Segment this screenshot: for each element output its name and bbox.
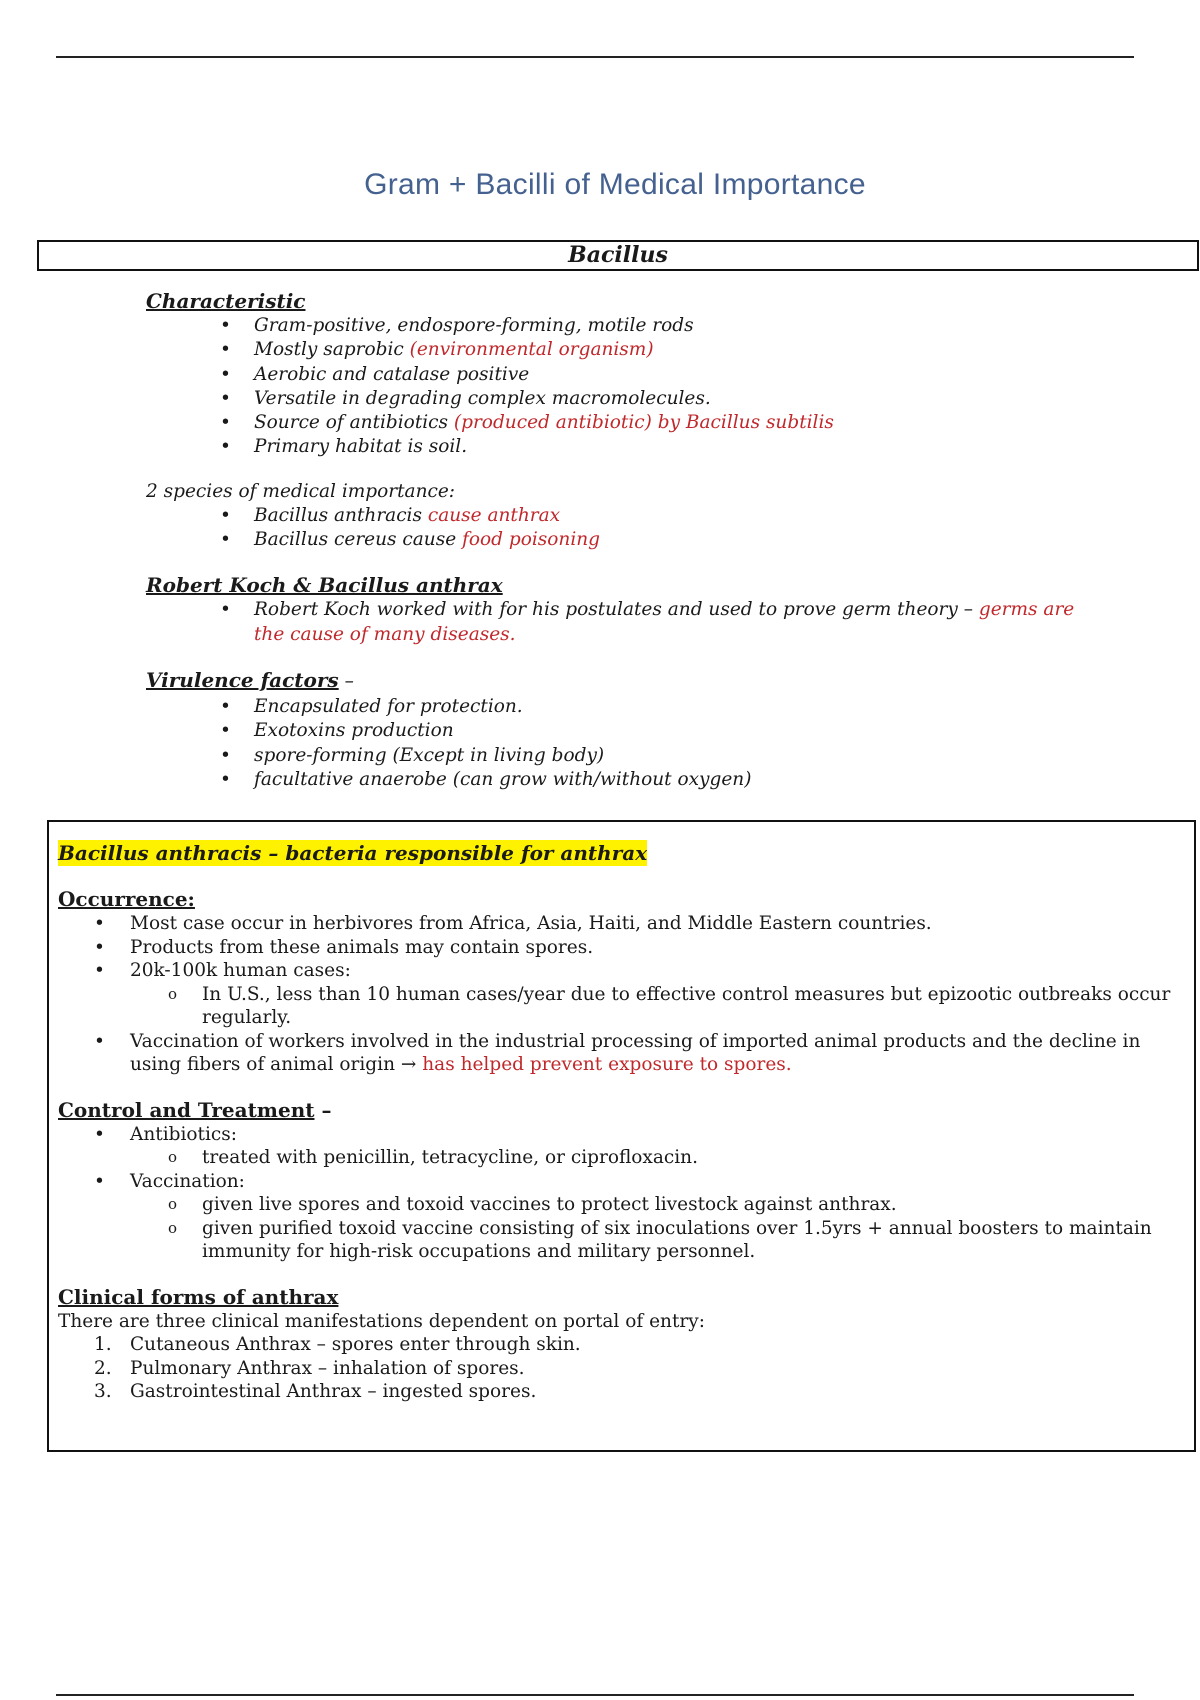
list-item: • Most case occur in herbivores from Africa, Asia, Haiti, and Middle Eastern countries. xyxy=(130,912,1188,936)
list-item: • Aerobic and catalase positive xyxy=(254,363,1096,387)
clinical-heading: Clinical forms of anthrax xyxy=(58,1284,339,1309)
clinical-list xyxy=(58,1333,1188,1404)
species-intro: 2 species of medical importance: xyxy=(146,480,456,502)
list-item: • Vaccination: o given live spores and toxoid vaccines to protect livestock against anthrax. o given purified toxoid vaccine consisting of six inoculations over 1.5yrs + annual boosters to maintain immunity for high-risk occupations and military personnel. xyxy=(130,1170,1188,1264)
anthracis-highlight-heading: Bacillus anthracis – bacteria responsible for anthrax xyxy=(58,841,648,865)
virulence-heading: Virulence factors xyxy=(146,667,339,692)
sub-list-item: o given live spores and toxoid vaccines to protect livestock against anthrax. xyxy=(202,1193,1188,1217)
characteristic-heading: Characteristic xyxy=(146,289,306,313)
list-item: • Bacillus cereus cause food poisoning xyxy=(254,528,1096,552)
list-item: 1. Cutaneous Anthrax – spores enter through skin. xyxy=(94,1334,581,1355)
list-item: • Source of antibiotics (produced antibiotic) by Bacillus subtilis xyxy=(254,411,1096,435)
page-title: Gram + Bacilli of Medical Importance xyxy=(364,168,866,201)
characteristic-list xyxy=(146,314,1096,460)
list-item: 2. Pulmonary Anthrax – inhalation of spores. xyxy=(94,1357,525,1379)
anthracis-box: Bacillus anthracis – bacteria responsible for anthrax Occurrence: • Most case occur in herbivores from Africa, Asia, Haiti, and Middle Eastern countries. • Products from these animals may contain spores. • 20k-100k human cases: o In U.S., less than 10 human cases/year due to effective control measures but epizootic outbreaks occur regularly. • Vaccination of workers involved in the industrial processing of imported animal products and the decline in using fibers of animal origin → has helped prevent exposure to spores. Control and Treatment – • Antibiotics: o treated with penicillin, tetracycline, or ciprofloxacin. • Vaccination: o given live spores and toxoid vaccines to protect livestock against anthrax. o given purified toxoid vaccine consisting of six inoculations over 1.5yrs + annual boosters to maintain immunity for high-risk occupations and military personnel. Clinical forms of anthrax There are three clinical manifestations dependent on portal of entry: 1. Cutaneous Anthrax – spores enter through skin. 2. Pulmonary Anthrax – inhalation of spores. 3. Gastrointestinal Anthrax – ingested spores. xyxy=(47,820,1196,1452)
list-item: • spore-forming (Except in living body) xyxy=(254,744,1096,768)
list-item: • Versatile in degrading complex macromolecules. xyxy=(254,387,1096,411)
koch-heading: Robert Koch & Bacillus anthrax xyxy=(146,573,503,598)
bottom-rule xyxy=(56,1694,1134,1696)
top-rule xyxy=(56,56,1134,58)
list-item: • Mostly saprobic (environmental organism) xyxy=(254,338,1096,362)
list-item: • Robert Koch worked with for his postulates and used to prove germ theory – germs are the cause of many diseases. xyxy=(254,598,1096,647)
list-item: • Vaccination of workers involved in the industrial processing of imported animal products and the decline in using fibers of animal origin → has helped prevent exposure to spores. xyxy=(130,1030,1188,1077)
list-item: • 20k-100k human cases: o In U.S., less than 10 human cases/year due to effective control measures but epizootic outbreaks occur regularly. xyxy=(130,959,1188,1030)
virulence-list xyxy=(146,695,1096,792)
bacillus-section: Characteristic • Gram-positive, endospore-forming, motile rods • Mostly saprobic (environmental organism) • Aerobic and catalase positive • Versatile in degrading complex macromolecules. • Source of antibiotics (produced antibiotic) by Bacillus subtilis • Primary habitat is soil. 2 species of medical importance: • Bacillus anthracis cause anthrax • Bacillus cereus cause food poisoning Robert Koch & Bacillus anthrax • Robert Koch worked with for his postulates and used to prove germ theory – germs are the cause of many diseases. Virulence factors – • Encapsulated for protection. • Exotoxins production • spore-forming (Except in living body) • facultative anaerobe (can grow with/without oxygen) xyxy=(146,288,1096,792)
control-heading: Control and Treatment xyxy=(58,1097,315,1122)
koch-list xyxy=(146,598,1096,647)
section-title-box: Bacillus xyxy=(37,240,1199,271)
clinical-intro: There are three clinical manifestations dependent on portal of entry: xyxy=(58,1310,705,1332)
sub-list xyxy=(130,983,1188,1030)
sub-list xyxy=(130,1146,1188,1170)
list-item: • Exotoxins production xyxy=(254,719,1096,743)
list-item: • Bacillus anthracis cause anthrax xyxy=(254,504,1096,528)
list-item: 3. Gastrointestinal Anthrax – ingested spores. xyxy=(94,1381,537,1402)
list-item: • Encapsulated for protection. xyxy=(254,695,1096,719)
sub-list-item: o In U.S., less than 10 human cases/year due to effective control measures but epizootic outbreaks occur regularly. xyxy=(202,983,1188,1030)
list-item: • Gram-positive, endospore-forming, motile rods xyxy=(254,314,1096,338)
list-item: • Primary habitat is soil. xyxy=(254,435,1096,459)
occurrence-list xyxy=(58,912,1188,1077)
sub-list-item: o given purified toxoid vaccine consisting of six inoculations over 1.5yrs + annual boosters to maintain immunity for high-risk occupations and military personnel. xyxy=(202,1217,1188,1264)
sub-list-item: o treated with penicillin, tetracycline, or ciprofloxacin. xyxy=(202,1146,1188,1170)
list-item: • Products from these animals may contain spores. xyxy=(130,936,1188,960)
species-list xyxy=(146,504,1096,553)
sub-list xyxy=(130,1193,1188,1264)
list-item: • Antibiotics: o treated with penicillin, tetracycline, or ciprofloxacin. xyxy=(130,1123,1188,1170)
occurrence-heading: Occurrence: xyxy=(58,887,195,911)
list-item: • facultative anaerobe (can grow with/without oxygen) xyxy=(254,768,1096,792)
control-list xyxy=(58,1123,1188,1264)
